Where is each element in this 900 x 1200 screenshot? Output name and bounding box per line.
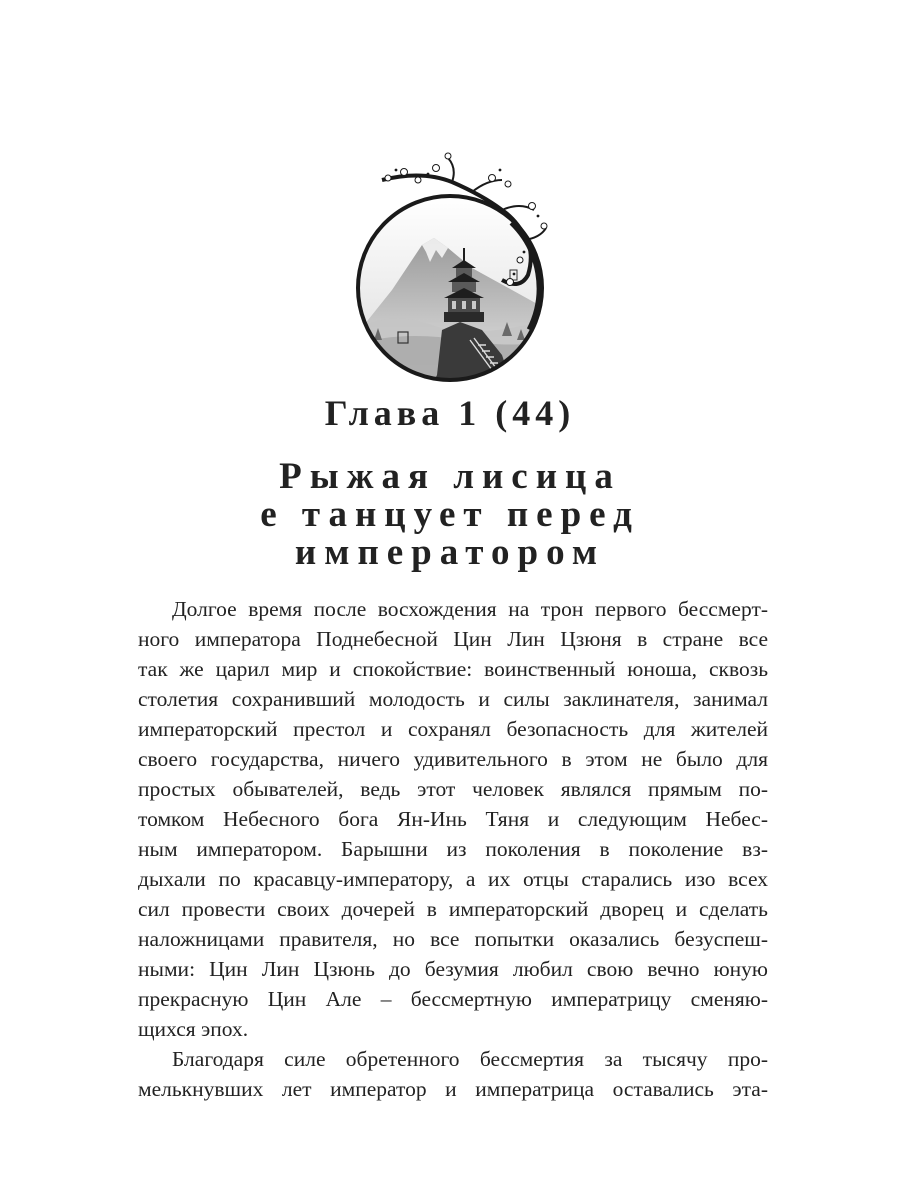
text-line: Благодаря силе обретенного бессмертия за тысячу про-: [172, 1047, 768, 1071]
chapter-title-line: Рыжая лисица: [279, 456, 621, 497]
text-line: своего государства, ничего удивительного в этом не было для: [138, 747, 768, 771]
chapter-number: Глава 1 (44): [324, 393, 576, 433]
text-line: ными: Цин Лин Цзюнь до безумия любил свою вечно юную: [138, 957, 768, 981]
text-line: мелькнувших лет император и императрица оставались эта-: [138, 1077, 768, 1101]
paragraph: [138, 594, 768, 1044]
text-line: так же царил мир и спокойствие: воинственный юноша, сквозь: [138, 657, 768, 681]
chapter-title-line: е танцует перед: [260, 494, 640, 535]
chapter-body: [138, 594, 768, 1104]
text-line: щихся эпох.: [138, 1017, 249, 1041]
text-line: императорский престол и сохранял безопасность для жителей: [138, 717, 768, 741]
text-line: столетия сохранивший молодость и силы заклинателя, занимал: [138, 687, 768, 711]
chapter-title-line: императором: [294, 532, 606, 573]
text-line: сил провести своих дочерей в императорский дворец и сделать: [138, 897, 768, 921]
text-line: томком Небесного бога Ян-Инь Тяня и следующим Небес-: [138, 807, 768, 831]
chapter-title: [0, 458, 900, 572]
text-line: простых обывателей, ведь этот человек являлся прямым по-: [138, 777, 768, 801]
text-line: ным императором. Барышни из поколения в поколение вз-: [138, 837, 768, 861]
text-line: ного императора Поднебесной Цин Лин Цзюня в стране все: [138, 627, 768, 651]
text-line: дыхали по красавцу-императору, а их отцы старались изо всех: [138, 867, 768, 891]
ink-landscape-emblem-icon: [352, 140, 548, 385]
text-line: Долгое время после восхождения на трон первого бессмерт-: [172, 597, 768, 621]
text-line: прекрасную Цин Але – бессмертную императрицу сменяю-: [138, 987, 768, 1011]
text-line: наложницами правителя, но все попытки оказались безуспеш-: [138, 927, 768, 951]
paragraph: [138, 1044, 768, 1104]
